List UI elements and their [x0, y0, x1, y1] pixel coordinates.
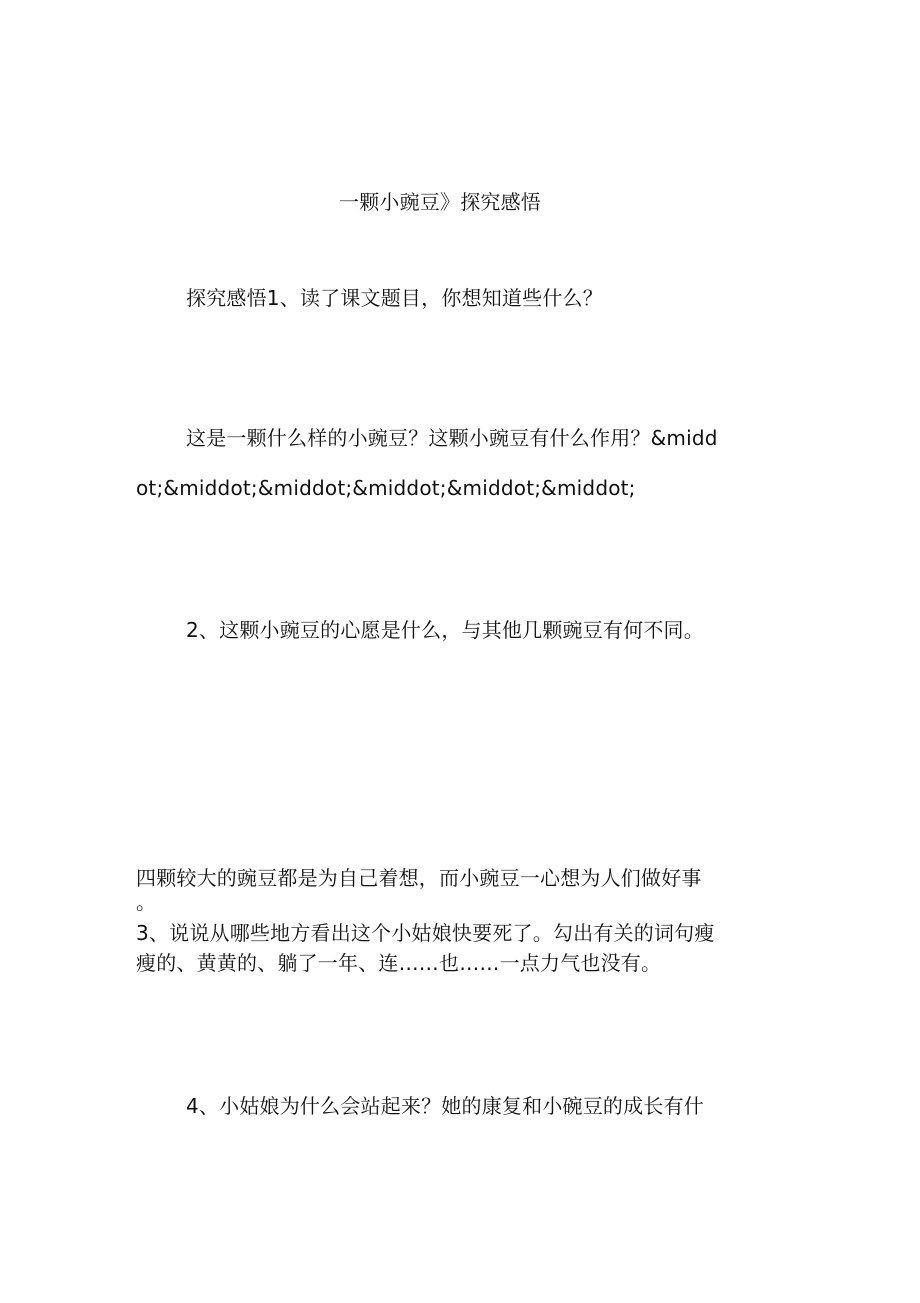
question-4: 4、小姑娘为什么会站起来？她的康复和小碗豆的成长有什 [186, 1094, 704, 1118]
question-2: 2、这颗小豌豆的心愿是什么，与其他几颗豌豆有何不同。 [186, 618, 704, 642]
question-1: 探究感悟1、读了课文题目，你想知道些什么？ [186, 286, 603, 310]
document-title: 一颗小豌豆》探究感悟 [339, 190, 541, 214]
answer-2-line-2: 。 [136, 890, 157, 914]
answer-1-line-2: ot;&middot;&middot;&middot;&middot;&middot; [136, 476, 636, 500]
question-3-line-2: 瘦的、黄黄的、躺了一年、连……也……一点力气也没有。 [136, 951, 662, 975]
answer-2-line-1: 四颗较大的豌豆都是为自己着想，而小豌豆一心想为人们做好事 [136, 866, 702, 890]
question-3-line-1: 3、说说从哪些地方看出这个小姑娘快要死了。勾出有关的词句瘦 [136, 921, 715, 945]
answer-1-line-1: 这是一颗什么样的小豌豆？这颗小豌豆有什么作用？&midd [186, 426, 718, 450]
